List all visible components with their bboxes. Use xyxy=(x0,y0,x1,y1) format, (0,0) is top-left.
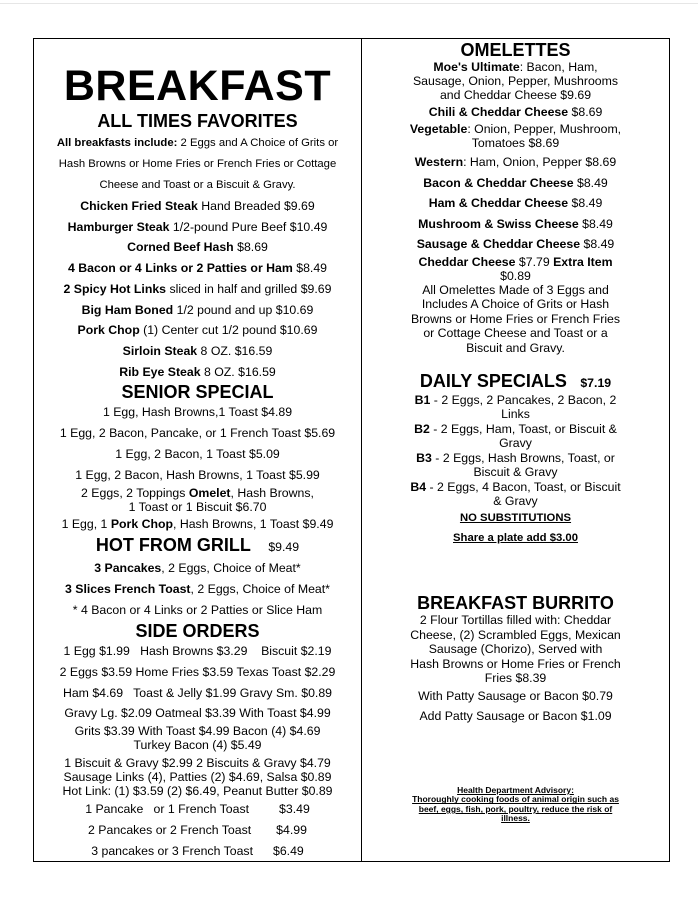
breakfast-burrito-title: BREAKFAST BURRITO xyxy=(417,593,614,614)
omelette-item: Sausage & Cheddar Cheese $8.49 xyxy=(416,237,615,252)
side-orders-title: SIDE ORDERS xyxy=(135,621,260,642)
includes-line-1: 2 Eggs and A Choice of Grits or xyxy=(180,137,339,149)
omelette-vegetable: Vegetable: Onion, Pepper, Mushroom, Tomatoes $8.69 xyxy=(409,122,622,150)
breakfast-item-list xyxy=(34,196,361,382)
side-line: Ham $4.69 Toast & Jelly $1.99 Gravy Sm. $0.89 xyxy=(62,685,333,700)
daily-special-b1: B1 - 2 Eggs, 2 Pancakes, 2 Bacon, 2 Links xyxy=(414,393,617,422)
side-line: Grits $3.39 With Toast $4.99 Bacon (4) $4.69 xyxy=(74,724,321,739)
side-line: 1 Biscuit & Gravy $2.99 2 Biscuits & Gravy $4.79 xyxy=(64,756,331,771)
pancake-row: 2 Pancakes or 2 French Toast $4.99 xyxy=(88,823,307,838)
omelette-list xyxy=(362,152,669,255)
burrito-addon: With Patty Sausage or Bacon $0.79 xyxy=(418,688,613,703)
share-a-plate: Share a plate add $3.00 xyxy=(453,532,578,545)
omelette-item: Mushroom & Swiss Cheese $8.49 xyxy=(418,216,613,231)
side-line: Hot Link: (1) $3.59 (2) $6.49, Peanut Butter $0.89 xyxy=(62,784,333,799)
advisory-title: Health Department Advisory: xyxy=(457,784,574,795)
omelette-cheddar: Cheddar Cheese $7.79 Extra Item $0.89 xyxy=(418,254,613,283)
breakfast-title: BREAKFAST xyxy=(63,62,332,110)
left-column xyxy=(34,39,361,862)
menu-item: 2 Spicy Hot Links sliced in half and grilled $9.69 xyxy=(63,281,332,296)
burrito-addon: Add Patty Sausage or Bacon $1.09 xyxy=(419,709,612,724)
menu-item: Sirloin Steak 8 OZ. $16.59 xyxy=(122,343,273,358)
side-line: Gravy Lg. $2.09 Oatmeal $3.39 With Toast $4.99 xyxy=(64,706,331,721)
daily-special-b2: B2 - 2 Eggs, Ham, Toast, or Biscuit & Gravy xyxy=(414,422,617,451)
grill-note: * 4 Bacon or 4 Links or 2 Patties or Slice Ham xyxy=(72,603,323,618)
omelette-item: Western: Ham, Onion, Pepper $8.69 xyxy=(414,155,617,169)
daily-special-b3: B3 - 2 Eggs, Hash Browns, Toast, or Biscuit & Gravy xyxy=(416,451,615,480)
burrito-addons xyxy=(362,686,669,727)
hot-from-grill-header xyxy=(34,535,361,558)
side-line: Sausage Links (4), Patties (2) $4.69, Salsa $0.89 xyxy=(63,770,332,785)
breakfast-subtitle: ALL TIMES FAVORITES xyxy=(97,111,298,131)
daily-specials-title: DAILY SPECIALS xyxy=(419,371,567,392)
menu-item: Rib Eye Steak 8 OZ. $16.59 xyxy=(119,364,276,379)
breakfast-includes xyxy=(34,133,361,196)
daily-specials-list xyxy=(362,393,669,508)
senior-item-pork-chop: 1 Egg, 1 Pork Chop, Hash Browns, 1 Toast $9.49 xyxy=(61,517,334,532)
omelette-moes: Moe's Ultimate: Bacon, Ham, Sausage, Onion, Pepper, Mushrooms and Cheddar Cheese $9.69 xyxy=(412,60,619,102)
burrito-description: 2 Flour Tortillas filled with: Cheddar Cheese, (2) Scrambled Eggs, Mexican Sausage (Chorizo), Served with Hash Browns or Home Fries or French Fries $8.39 xyxy=(410,613,621,686)
menu-item: Hamburger Steak 1/2-pound Pure Beef $10.49 xyxy=(67,219,328,234)
grill-item: 3 Pancakes, 2 Eggs, Choice of Meat* xyxy=(94,561,301,576)
side-line: 2 Eggs $3.59 Home Fries $3.59 Texas Toast $2.29 xyxy=(59,665,336,680)
menu-box xyxy=(33,38,670,862)
senior-special-list xyxy=(34,402,361,486)
senior-item: 1 Egg, 2 Bacon, 1 Toast $5.09 xyxy=(115,447,280,462)
menu-item: Big Ham Boned 1/2 pound and up $10.69 xyxy=(81,302,314,317)
omelette-chili: Chili & Cheddar Cheese $8.69 xyxy=(428,105,603,119)
right-column xyxy=(362,39,669,824)
side-line: 1 Egg $1.99 Hash Browns $3.29 Biscuit $2.19 xyxy=(63,644,332,659)
senior-item: 1 Egg, 2 Bacon, Pancake, or 1 French Toast $5.69 xyxy=(59,426,336,441)
omelette-item: Ham & Cheddar Cheese $8.49 xyxy=(428,196,603,211)
top-border xyxy=(0,3,698,4)
senior-item: 1 Egg, 2 Bacon, Hash Browns, 1 Toast $5.99 xyxy=(75,468,320,483)
senior-item: 1 Egg, Hash Browns,1 Toast $4.89 xyxy=(102,405,293,420)
grill-item: 3 Slices French Toast, 2 Eggs, Choice of Meat* xyxy=(65,582,330,597)
menu-item: Pork Chop (1) Center cut 1/2 pound $10.69 xyxy=(77,323,318,338)
side-orders-list xyxy=(34,641,361,724)
no-substitutions: NO SUBSTITUTIONS xyxy=(459,512,572,525)
side-orders-list-3 xyxy=(34,756,361,798)
menu-item: Corned Beef Hash $8.69 xyxy=(127,240,268,255)
includes-line-2: Hash Browns or Home Fries or French Fries or Cottage xyxy=(58,158,337,170)
daily-specials-price: $7.19 xyxy=(580,376,612,391)
includes-line-3: Cheese and Toast or a Biscuit & Gravy. xyxy=(99,179,296,191)
side-orders-list-2 xyxy=(34,724,361,752)
includes-label: All breakfasts include: xyxy=(56,137,178,149)
pancake-list xyxy=(34,799,361,862)
hot-from-grill-title: HOT FROM GRILL xyxy=(95,535,251,556)
daily-specials-header xyxy=(362,371,669,393)
senior-item-omelet: 2 Eggs, 2 Toppings Omelet, Hash Browns, 1 Toast or 1 Biscuit $6.70 xyxy=(81,486,314,515)
grill-list xyxy=(34,558,361,621)
pancake-row: 1 Pancake or 1 French Toast $3.49 xyxy=(85,802,310,817)
daily-special-b4: B4 - 2 Eggs, 4 Bacon, Toast, or Biscuit & Gravy xyxy=(410,480,621,509)
hot-from-grill-price: $9.49 xyxy=(268,540,300,555)
pancake-row: 3 pancakes or 3 French Toast $6.49 xyxy=(91,844,304,859)
senior-special-title: SENIOR SPECIAL xyxy=(121,382,274,403)
omelettes-title: OMELETTES xyxy=(460,40,571,60)
omelette-note: All Omelettes Made of 3 Eggs and Includes A Choice of Grits or Hash Browns or Home Fries or French Fries or Cottage Cheese and Toast or a Biscuit and Gravy. xyxy=(410,282,621,355)
omelette-item: Bacon & Cheddar Cheese $8.49 xyxy=(423,175,608,190)
side-line: Turkey Bacon (4) $5.49 xyxy=(133,738,262,753)
health-advisory: Health Department Advisory: Thoroughly cooking foods of animal origin such as beef, eggs, fish, pork, poultry, reduce the risk of illness. xyxy=(362,786,669,824)
menu-item: 4 Bacon or 4 Links or 2 Patties or Ham $8.49 xyxy=(67,261,328,276)
menu-item: Chicken Fried Steak Hand Breaded $9.69 xyxy=(80,199,315,213)
